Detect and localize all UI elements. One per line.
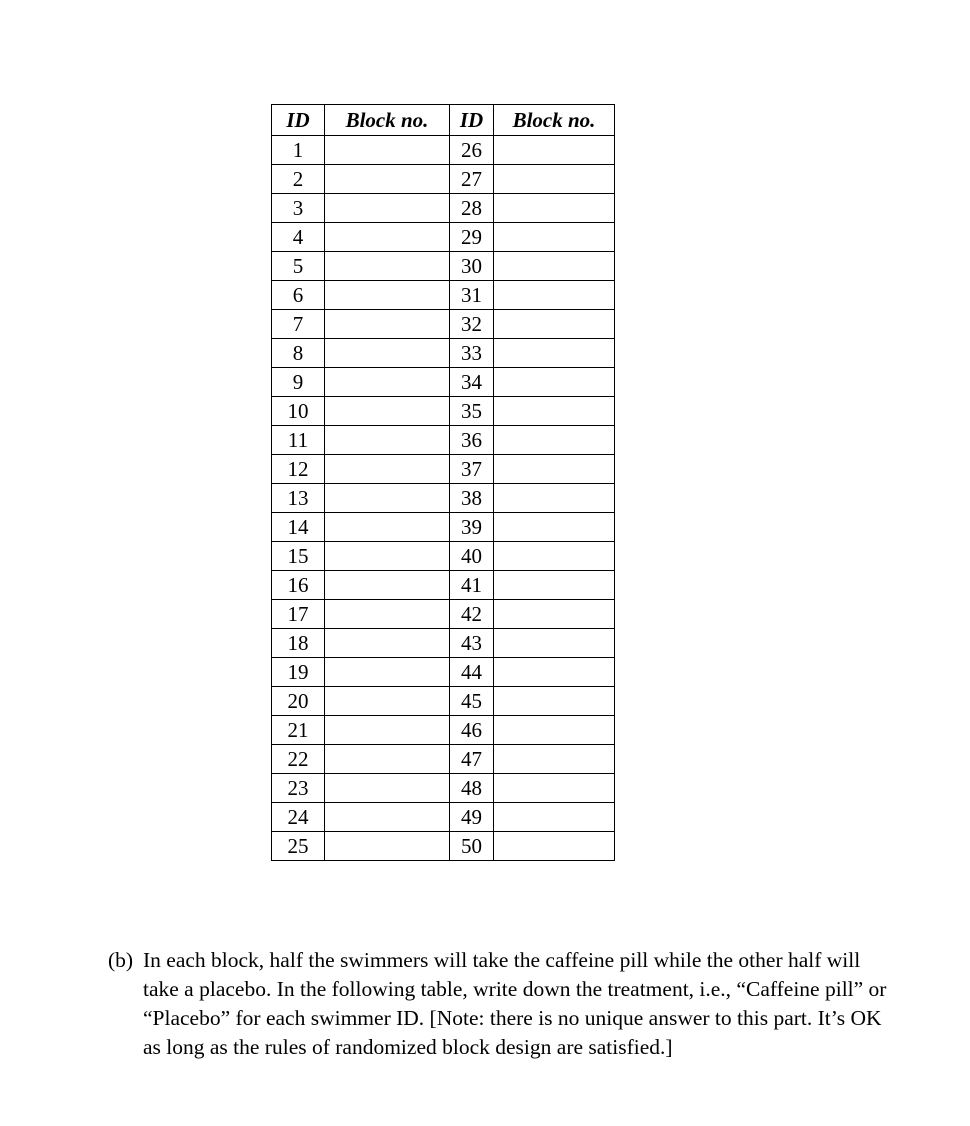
table-row [272,194,615,223]
block-cell-left[interactable] [325,339,450,368]
id-cell-right: 38 [450,484,494,513]
block-cell-left[interactable] [325,513,450,542]
id-cell-left: 11 [272,426,325,455]
block-cell-right[interactable] [494,368,615,397]
id-cell-left: 13 [272,484,325,513]
table-row [272,832,615,861]
part-b-label: (b) [108,948,134,972]
block-cell-left[interactable] [325,136,450,165]
id-cell-left: 5 [272,252,325,281]
table-row [272,803,615,832]
id-cell-right: 34 [450,368,494,397]
block-cell-right[interactable] [494,165,615,194]
table-row [272,426,615,455]
id-cell-right: 45 [450,687,494,716]
id-cell-right: 39 [450,513,494,542]
id-cell-right: 33 [450,339,494,368]
id-cell-left: 20 [272,687,325,716]
block-cell-left[interactable] [325,455,450,484]
block-cell-right[interactable] [494,571,615,600]
table-row [272,165,615,194]
block-cell-left[interactable] [325,658,450,687]
table-row [272,513,615,542]
block-cell-left[interactable] [325,774,450,803]
id-cell-left: 7 [272,310,325,339]
block-cell-left[interactable] [325,165,450,194]
block-cell-right[interactable] [494,339,615,368]
block-cell-left[interactable] [325,194,450,223]
table-row [272,571,615,600]
id-cell-right: 43 [450,629,494,658]
id-cell-left: 15 [272,542,325,571]
id-cell-left: 19 [272,658,325,687]
part-b-text: In each block, half the swimmers will take the caffeine pill while the other half will take a placebo. In the following table, write down the treatment, i.e., “Caffeine pill” or “Placebo” for each swimmer ID. [Note: there is no unique answer to this part. It’s OK as long as the rules of randomized block design are satisfied.] [143,948,887,1059]
block-cell-right[interactable] [494,803,615,832]
id-cell-right: 42 [450,600,494,629]
block-cell-left[interactable] [325,542,450,571]
id-cell-left: 25 [272,832,325,861]
block-cell-right[interactable] [494,629,615,658]
id-cell-left: 9 [272,368,325,397]
block-cell-right[interactable] [494,832,615,861]
block-cell-right[interactable] [494,136,615,165]
block-cell-right[interactable] [494,542,615,571]
table-row [272,397,615,426]
id-cell-left: 10 [272,397,325,426]
id-cell-left: 16 [272,571,325,600]
part-b-paragraph [108,946,898,1062]
block-cell-left[interactable] [325,687,450,716]
id-cell-right: 31 [450,281,494,310]
table-row [272,484,615,513]
id-cell-left: 1 [272,136,325,165]
block-cell-left[interactable] [325,426,450,455]
block-cell-right[interactable] [494,281,615,310]
table-header-row [272,105,615,136]
table-row [272,542,615,571]
table-row [272,310,615,339]
table-row [272,339,615,368]
table-row [272,455,615,484]
header-id-left: ID [272,105,325,136]
block-cell-left[interactable] [325,832,450,861]
block-cell-right[interactable] [494,194,615,223]
id-cell-left: 2 [272,165,325,194]
block-cell-left[interactable] [325,716,450,745]
block-cell-right[interactable] [494,658,615,687]
id-cell-left: 3 [272,194,325,223]
id-cell-right: 37 [450,455,494,484]
table-row [272,774,615,803]
id-cell-right: 50 [450,832,494,861]
id-cell-right: 35 [450,397,494,426]
table-row [272,600,615,629]
table-row [272,368,615,397]
block-cell-right[interactable] [494,310,615,339]
block-cell-right[interactable] [494,223,615,252]
id-cell-left: 12 [272,455,325,484]
table-row [272,136,615,165]
block-cell-right[interactable] [494,426,615,455]
block-cell-right[interactable] [494,687,615,716]
block-cell-right[interactable] [494,455,615,484]
id-cell-left: 22 [272,745,325,774]
block-cell-left[interactable] [325,629,450,658]
id-cell-right: 36 [450,426,494,455]
id-cell-left: 14 [272,513,325,542]
id-cell-right: 40 [450,542,494,571]
header-block-left: Block no. [325,105,450,136]
header-id-right: ID [450,105,494,136]
id-cell-right: 44 [450,658,494,687]
id-cell-left: 24 [272,803,325,832]
block-cell-left[interactable] [325,571,450,600]
id-cell-right: 32 [450,310,494,339]
block-cell-right[interactable] [494,745,615,774]
table-body [272,136,615,861]
id-cell-right: 41 [450,571,494,600]
block-cell-left[interactable] [325,223,450,252]
block-cell-right[interactable] [494,774,615,803]
id-cell-right: 28 [450,194,494,223]
block-cell-left[interactable] [325,310,450,339]
id-cell-right: 26 [450,136,494,165]
table-row [272,687,615,716]
block-cell-left[interactable] [325,368,450,397]
block-cell-left[interactable] [325,484,450,513]
id-cell-right: 47 [450,745,494,774]
id-cell-left: 18 [272,629,325,658]
table-row [272,658,615,687]
block-assignment-table [271,104,615,861]
block-cell-left[interactable] [325,281,450,310]
table-row [272,252,615,281]
table-row [272,745,615,774]
id-cell-right: 29 [450,223,494,252]
block-cell-right[interactable] [494,252,615,281]
id-cell-right: 48 [450,774,494,803]
block-cell-right[interactable] [494,600,615,629]
header-block-right: Block no. [494,105,615,136]
table-row [272,716,615,745]
block-cell-left[interactable] [325,803,450,832]
id-cell-right: 30 [450,252,494,281]
block-cell-left[interactable] [325,252,450,281]
table-row [272,281,615,310]
id-cell-right: 46 [450,716,494,745]
block-cell-right[interactable] [494,716,615,745]
id-cell-left: 23 [272,774,325,803]
id-cell-left: 17 [272,600,325,629]
block-cell-right[interactable] [494,513,615,542]
block-cell-right[interactable] [494,484,615,513]
block-cell-left[interactable] [325,397,450,426]
block-cell-left[interactable] [325,600,450,629]
table-row [272,223,615,252]
id-cell-left: 21 [272,716,325,745]
id-cell-right: 49 [450,803,494,832]
table-row [272,629,615,658]
id-cell-left: 4 [272,223,325,252]
id-cell-left: 8 [272,339,325,368]
block-cell-left[interactable] [325,745,450,774]
id-cell-left: 6 [272,281,325,310]
block-cell-right[interactable] [494,397,615,426]
id-cell-right: 27 [450,165,494,194]
